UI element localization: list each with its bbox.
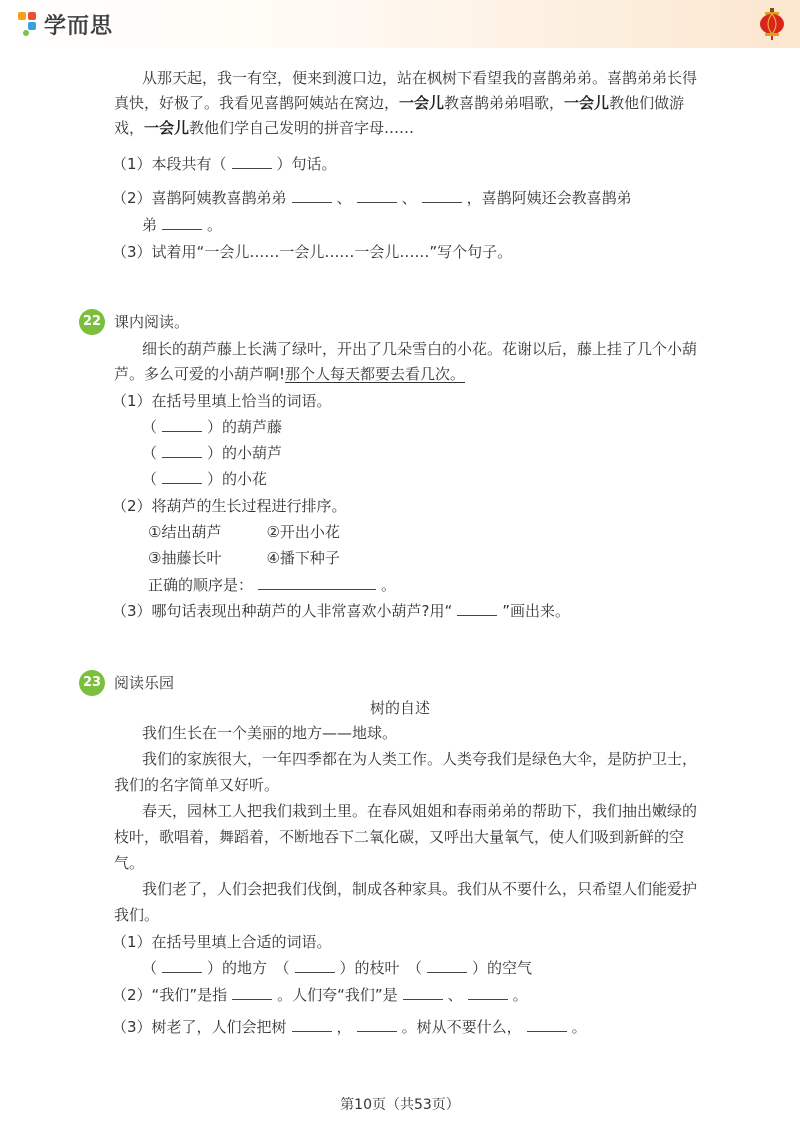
answer-blank[interactable]: [403, 985, 443, 1000]
answer-blank[interactable]: [527, 1017, 567, 1032]
question-item: （2）将葫芦的生长过程进行排序。: [112, 497, 347, 515]
answer-blank[interactable]: [162, 443, 202, 458]
option-row: ③抽藤长叶 ④播下种子: [148, 549, 340, 567]
answer-blank[interactable]: [162, 417, 202, 432]
question-item: （1）在括号里填上合适的词语。: [112, 933, 332, 951]
answer-blank[interactable]: [292, 1017, 332, 1032]
lantern-icon: [758, 8, 786, 40]
passage-line: 我们生长在一个美丽的地方——地球。: [142, 724, 398, 742]
answer-blank[interactable]: [292, 188, 332, 203]
answer-blank[interactable]: [422, 188, 462, 203]
answer-blank[interactable]: [357, 1017, 397, 1032]
passage-line: 芦。多么可爱的小葫芦啊!那个人每天都要去看几次。: [114, 365, 466, 383]
answer-blank[interactable]: [357, 188, 397, 203]
bold-text: 一会儿: [564, 94, 610, 112]
passage-line: 我们的名字简单又好听。: [114, 776, 280, 794]
question-number-badge: 23: [79, 670, 105, 696]
logo-text: 学而思: [44, 13, 114, 39]
passage-line: 从那天起，我一有空，便来到渡口边，站在枫树下看望我的喜鹊弟弟。喜鹊弟弟长得: [142, 69, 698, 87]
answer-blank[interactable]: [427, 958, 467, 973]
question-item: 弟 。: [112, 216, 223, 234]
question-number-badge: 22: [79, 309, 105, 335]
question-item: （ ）的葫芦藤: [142, 418, 283, 436]
bold-text: 一会儿: [399, 94, 445, 112]
answer-blank[interactable]: [457, 601, 497, 616]
passage-line: 我们老了，人们会把我们伐倒，制成各种家具。我们从不要什么，只希望人们能爱护: [142, 880, 698, 898]
passage-line: 细长的葫芦藤上长满了绿叶，开出了几朵雪白的小花。花谢以后，藤上挂了几个小葫: [142, 340, 698, 358]
question-item: （3）哪句话表现出种葫芦的人非常喜欢小葫芦?用“ ”画出来。: [112, 602, 571, 620]
answer-blank[interactable]: [162, 215, 202, 230]
story-title: 树的自述: [369, 699, 430, 717]
passage-line: 枝叶，歌唱着，舞蹈着，不断地吞下二氧化碳，又呼出大量氧气，使人们吸到新鲜的空: [114, 828, 685, 846]
page-header: [0, 0, 800, 48]
passage-line: 真快，好极了。我看见喜鹊阿姨站在窝边，一会儿教喜鹊弟弟唱歌，一会儿教他们做游: [114, 94, 685, 112]
question-item: （3）试着用“一会儿……一会儿……一会儿……”写个句子。: [112, 243, 513, 261]
logo-icon: [16, 10, 40, 38]
answer-blank[interactable]: [232, 154, 272, 169]
question-item: （3）树老了，人们会把树 ， 。树从不要什么， 。: [112, 1018, 587, 1036]
section-title: 课内阅读。: [114, 313, 190, 331]
answer-blank[interactable]: [162, 958, 202, 973]
passage-line: 戏，一会儿教他们学自己发明的拼音字母……: [114, 119, 415, 137]
question-item: （ ）的小葫芦: [142, 444, 283, 462]
answer-blank[interactable]: [232, 985, 272, 1000]
question-item: （1）在括号里填上恰当的词语。: [112, 392, 332, 410]
brand-logo: [16, 9, 113, 39]
option-row: ①结出葫芦 ②开出小花: [148, 523, 340, 541]
question-item: （1）本段共有（ ）句话。: [112, 155, 337, 173]
question-item: 正确的顺序是： 。: [148, 576, 397, 594]
section-title: 阅读乐园: [114, 674, 175, 692]
question-item: （2）“我们”是指 。人们夸“我们”是 、 。: [112, 986, 528, 1004]
passage-line: 春天，园林工人把我们栽到土里。在春风姐姐和春雨弟弟的帮助下，我们抽出嫩绿的: [142, 802, 698, 820]
question-item: （ ）的小花: [142, 470, 268, 488]
page-number: 第10页（共53页）: [340, 1097, 460, 1113]
passage-line: 气。: [114, 854, 145, 872]
question-item: （ ）的地方 （ ）的枝叶 （ ）的空气: [142, 959, 533, 977]
underlined-sentence: 那个人每天都要去看几次。: [285, 365, 466, 383]
answer-blank[interactable]: [162, 469, 202, 484]
answer-blank[interactable]: [468, 985, 508, 1000]
passage-line: 我们。: [114, 906, 160, 924]
passage-line: 我们的家族很大，一年四季都在为人类工作。人类夸我们是绿色大伞，是防护卫士，: [142, 750, 698, 768]
question-item: （2）喜鹊阿姨教喜鹊弟弟 、 、 ，喜鹊阿姨还会教喜鹊弟: [112, 189, 632, 207]
answer-blank[interactable]: [295, 958, 335, 973]
answer-blank[interactable]: [258, 575, 376, 590]
bold-text: 一会儿: [144, 119, 190, 137]
